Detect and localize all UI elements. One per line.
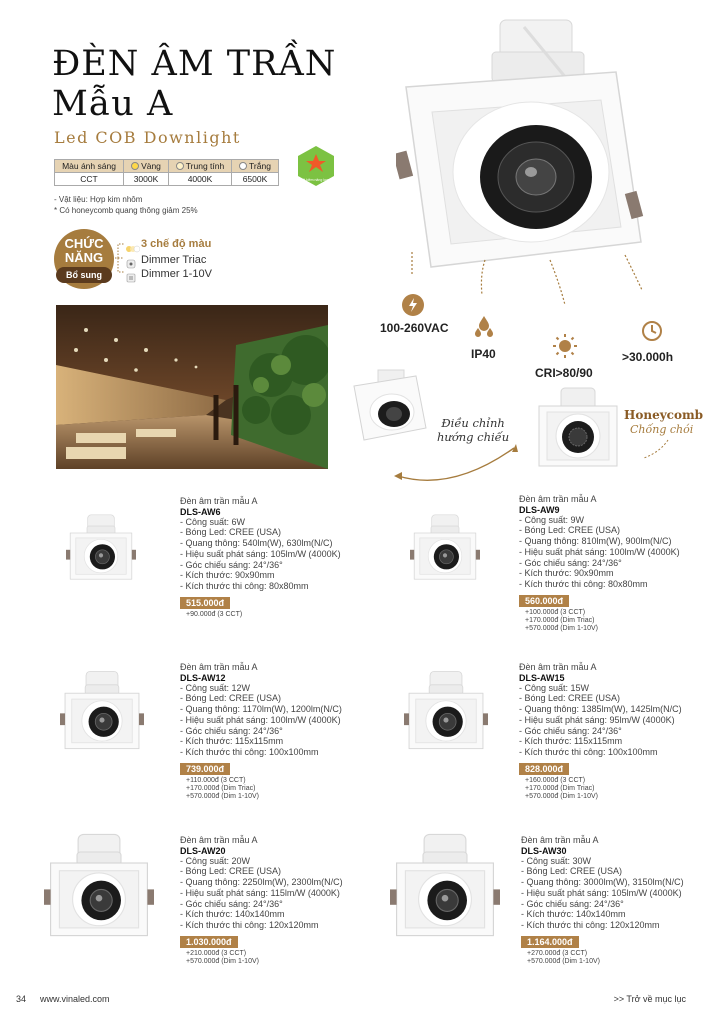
product-model: DLS-AW12 [180,672,226,683]
product-spec: - Hiệu suất phát sáng: 95lm/W (4000K) [519,714,675,725]
product-price: 560.000đ [519,595,569,607]
cct-table [54,159,279,186]
product-spec: - Hiệu suất phát sáng: 105lm/W (4000K) [521,887,682,898]
product-spec: - Quang thông: 810lm(W), 900lm(N/C) [519,536,672,547]
product-addon: +570.000đ (Dim 1-10V) [525,792,598,800]
page-subtitle: Led COB Downlight [54,128,241,147]
product-price: 828.000đ [519,763,569,775]
page-title [52,44,336,124]
product-spec: - Kích thước: 140x140mm [521,909,626,920]
website-link[interactable]: www.vinaled.com [40,994,110,1004]
product-addon: +170.000đ (Dim Triac) [525,784,595,792]
rotation-arrow-icon [392,440,522,486]
svg-text:Tiết kiệm năng lượng: Tiết kiệm năng lượng [299,178,333,182]
product-spec: - Bóng Led: CREE (USA) [180,693,282,704]
product-addon: +570.000đ (Dim 1-10V) [186,792,259,800]
product-spec: - Góc chiếu sáng: 24°/36° [180,725,283,736]
product-spec: - Góc chiếu sáng: 24°/36° [521,898,624,909]
lightning-icon [402,294,424,316]
product-addon: +570.000đ (Dim 1-10V) [186,957,259,965]
product-model: DLS-AW15 [519,672,565,683]
interior-room-photo [56,305,328,469]
product-spec: - Kích thước thi công: 80x80mm [180,580,309,591]
product-price: 1.030.000đ [180,936,238,948]
radio-dot-icon [176,162,184,170]
product-spec: - Kích thước: 140x140mm [180,909,285,920]
product-block [519,662,682,801]
function-item-dimmer-triac: Dimmer Triac [141,254,207,266]
product-model: DLS-AW20 [180,845,226,856]
product-block [519,494,680,633]
adjustable-downlight-image [350,362,430,446]
product-spec: - Kích thước thi công: 100x100mm [180,746,319,757]
dotted-curve [640,438,670,462]
product-spec: - Công suất: 20W [180,855,251,866]
functions-label-2: NĂNG [64,250,104,265]
title-line-1: ĐÈN ÂM TRẦN [52,44,337,84]
honeycomb-label: Honeycomb [624,408,704,422]
product-spec: - Góc chiếu sáng: 24°/36° [519,557,622,568]
product-spec: - Quang thông: 540lm(W), 630lm(N/C) [180,538,333,549]
product-spec: - Công suất: 6W [180,516,246,527]
product-addon: +170.000đ (Dim Triac) [186,784,256,792]
product-spec: - Góc chiếu sáng: 24°/36° [180,559,283,570]
page-number: 34 [16,994,27,1004]
product-addon: +110.000đ (3 CCT) [186,776,246,784]
product-spec: - Bóng Led: CREE (USA) [519,525,621,536]
product-spec: - Bóng Led: CREE (USA) [180,527,282,538]
product-spec: - Hiệu suất phát sáng: 100lm/W (4000K) [519,546,680,557]
product-model: DLS-AW30 [521,845,567,856]
dimmer-switch-icon [126,270,136,278]
energy-saving-badge-icon [294,144,338,188]
product-block [180,662,342,801]
back-to-toc-link[interactable]: >> Trở về mục lục [613,994,686,1004]
product-downlight-image [60,668,144,752]
product-spec: - Hiệu suất phát sáng: 105lm/W (4000K) [180,548,341,559]
product-addon: +210.000đ (3 CCT) [186,949,247,957]
product-spec: - Góc chiếu sáng: 24°/36° [180,898,283,909]
clock-icon [641,320,663,342]
cct-row-label: CCT [55,173,124,186]
cct-value-warm: 3000K [124,173,169,186]
product-spec: - Công suất: 30W [521,855,592,866]
function-item-dimmer-1-10v: Dimmer 1-10V [141,268,212,280]
product-spec: - Kích thước: 115x115mm [180,736,284,747]
ip-rating-label: IP40 [471,347,496,361]
product-spec: - Kích thước thi công: 120x120mm [521,919,660,930]
product-spec: - Quang thông: 1170lm(W), 1200lm(N/C) [180,704,342,715]
three-circles-icon [126,240,136,248]
cct-value-neutral: 4000K [169,173,232,186]
product-addon: +170.000đ (Dim Triac) [525,616,595,624]
cct-header-label: Màu ánh sáng [55,160,124,173]
product-spec: - Bóng Led: CREE (USA) [519,693,621,704]
dimmer-switch-icon [126,256,136,264]
product-downlight-image [66,512,136,582]
product-model: DLS-AW6 [180,506,221,517]
functions-label-1: CHỨC [64,236,104,251]
product-price: 1.164.000đ [521,936,579,948]
function-item-color-modes: 3 chế độ màu [141,238,212,250]
water-drops-icon [473,314,495,340]
honeycomb-downlight-image [535,384,621,470]
lifetime-label: >30.000h [622,350,674,364]
sun-icon [552,333,578,359]
product-spec: - Kích thước: 90x90mm [180,570,275,581]
product-spec: - Hiệu suất phát sáng: 115lm/W (4000K) [180,887,340,898]
functions-badge [54,229,114,289]
title-line-2: Mẫu A [52,84,174,124]
product-model: DLS-AW9 [519,504,560,515]
cct-value-white: 6500K [232,173,279,186]
product-block [180,835,343,966]
product-spec: - Bóng Led: CREE (USA) [521,866,623,877]
product-spec: - Kích thước: 115x115mm [519,736,623,747]
product-spec: - Quang thông: 3000lm(W), 3150lm(N/C) [521,877,684,888]
product-downlight-image [44,830,154,940]
cct-header-white: Trắng [249,161,271,171]
product-addon: +570.000đ (Dim 1-10V) [527,957,600,965]
product-addon: +160.000đ (3 CCT) [525,776,586,784]
product-downlight-image [390,830,500,940]
anti-glare-label: Chống chói [630,423,694,436]
product-downlight-image [410,512,480,582]
product-spec: - Quang thông: 1385lm(W), 1425lm(N/C) [519,704,682,715]
product-price: 515.000đ [180,597,230,609]
dotted-arrows [400,250,660,320]
honeycomb-note: * Có honeycomb quang thông giảm 25% [54,206,198,215]
cct-header-neutral: Trung tính [185,161,225,171]
product-spec: - Công suất: 9W [519,514,585,525]
product-block [180,496,341,619]
product-category: Đèn âm trần mẫu A [519,662,597,672]
product-spec: - Quang thông: 2250lm(W), 2300lm(N/C) [180,877,343,888]
product-spec: - Kích thước thi công: 80x80mm [519,578,648,589]
product-category: Đèn âm trần mẫu A [521,835,599,845]
product-block [521,835,684,966]
product-category: Đèn âm trần mẫu A [180,496,258,506]
product-addon: +100.000đ (3 CCT) [525,608,586,616]
radio-dot-icon [131,162,139,170]
product-addon: +90.000đ (3 CCT) [186,610,243,618]
cri-label: CRI>80/90 [535,366,593,380]
product-category: Đèn âm trần mẫu A [180,835,258,845]
product-addon: +270.000đ (3 CCT) [527,949,588,957]
product-spec: - Kích thước thi công: 120x120mm [180,919,319,930]
product-spec: - Công suất: 15W [519,682,590,693]
product-category: Đèn âm trần mẫu A [180,662,258,672]
product-spec: - Kích thước thi công: 100x100mm [519,746,658,757]
product-price: 739.000đ [180,763,230,775]
material-note: - Vật liệu: Hợp kim nhôm [54,195,143,204]
product-category: Đèn âm trần mẫu A [519,494,597,504]
functions-label-extra: Bổ sung [56,267,112,283]
product-spec: - Kích thước: 90x90mm [519,568,614,579]
voltage-label: 100-260VAC [380,321,449,335]
cct-header-warm: Vàng [141,161,161,171]
adjust-label-line-2: hướng chiếu [437,430,510,444]
radio-dot-icon [239,162,247,170]
product-addon: +570.000đ (Dim 1-10V) [525,624,598,632]
product-spec: - Công suất: 12W [180,682,251,693]
product-spec: - Góc chiếu sáng: 24°/36° [519,725,622,736]
product-downlight-image [404,668,488,752]
product-spec: - Hiệu suất phát sáng: 100lm/W (4000K) [180,714,341,725]
adjust-label-line-1: Điều chỉnh [441,416,505,430]
product-spec: - Bóng Led: CREE (USA) [180,866,282,877]
